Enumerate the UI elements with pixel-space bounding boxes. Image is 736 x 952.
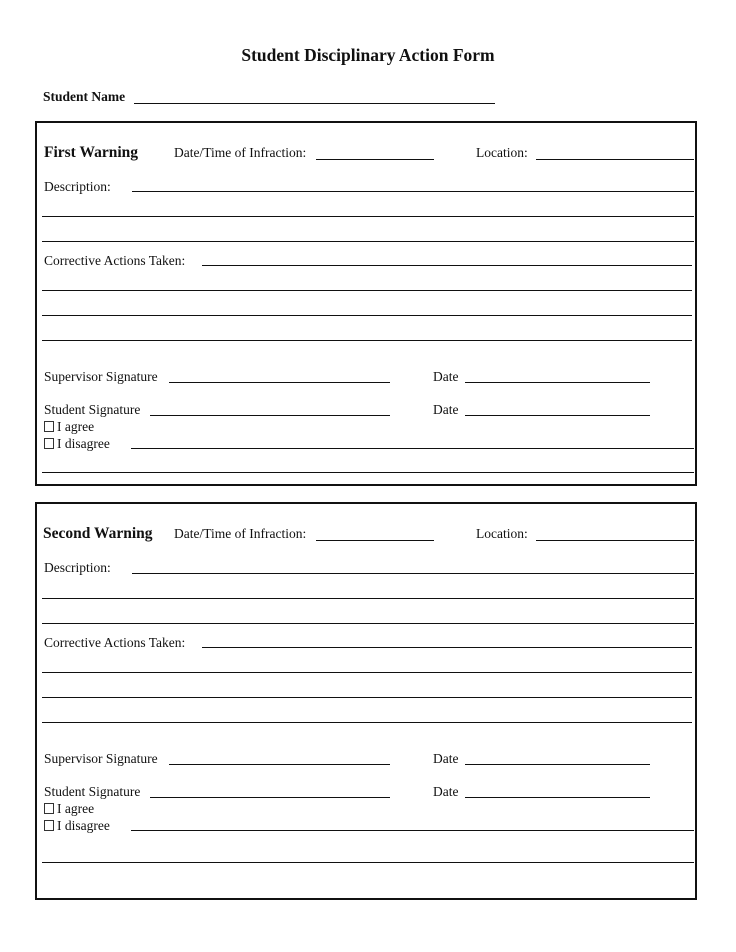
agree-label: I agree (57, 419, 95, 434)
student-signature-field[interactable] (150, 797, 390, 798)
disagree-option[interactable] (44, 818, 110, 834)
corrective-line-4[interactable] (42, 722, 692, 723)
checkbox-icon[interactable] (44, 421, 54, 432)
student-signature-field[interactable] (150, 415, 390, 416)
supervisor-signature-label: Supervisor Signature (44, 751, 158, 766)
student-date-field[interactable] (465, 415, 650, 416)
first-warning-section (35, 121, 697, 486)
datetime-field[interactable] (316, 540, 434, 541)
comment-line-2[interactable] (42, 472, 694, 473)
student-date-field[interactable] (465, 797, 650, 798)
description-label: Description: (44, 560, 111, 575)
location-label: Location: (476, 526, 528, 541)
corrective-line-1[interactable] (202, 265, 692, 266)
section-heading: Second Warning (43, 525, 153, 542)
location-field[interactable] (536, 159, 694, 160)
corrective-line-3[interactable] (42, 315, 692, 316)
checkbox-icon[interactable] (44, 438, 54, 449)
comment-line-1[interactable] (131, 448, 694, 449)
checkbox-icon[interactable] (44, 803, 54, 814)
description-line-3[interactable] (42, 623, 694, 624)
date-label: Date (433, 751, 459, 766)
disagree-label: I disagree (57, 818, 110, 833)
corrective-line-1[interactable] (202, 647, 692, 648)
datetime-field[interactable] (316, 159, 434, 160)
section-heading: First Warning (44, 144, 139, 161)
student-signature-label: Student Signature (44, 402, 141, 417)
agree-label: I agree (57, 801, 95, 816)
supervisor-signature-field[interactable] (169, 764, 390, 765)
corrective-line-2[interactable] (42, 290, 692, 291)
second-warning-section (35, 502, 697, 900)
supervisor-date-field[interactable] (465, 764, 650, 765)
page-title: Student Disciplinary Action Form (241, 45, 495, 65)
date-label: Date (433, 784, 459, 799)
corrective-line-2[interactable] (42, 672, 692, 673)
description-label: Description: (44, 179, 111, 194)
corrective-line-4[interactable] (42, 340, 692, 341)
agree-option[interactable] (44, 801, 94, 817)
checkbox-icon[interactable] (44, 820, 54, 831)
supervisor-signature-field[interactable] (169, 382, 390, 383)
description-line-1[interactable] (132, 191, 694, 192)
corrective-actions-label: Corrective Actions Taken: (44, 635, 186, 650)
description-line-1[interactable] (132, 573, 694, 574)
student-name-label: Student Name (43, 89, 126, 104)
corrective-line-3[interactable] (42, 697, 692, 698)
disagree-option[interactable] (44, 436, 110, 452)
student-signature-label: Student Signature (44, 784, 141, 799)
datetime-label: Date/Time of Infraction: (174, 145, 307, 160)
comment-line-1[interactable] (131, 830, 694, 831)
supervisor-date-field[interactable] (465, 382, 650, 383)
date-label: Date (433, 369, 459, 384)
description-line-3[interactable] (42, 241, 694, 242)
disagree-label: I disagree (57, 436, 110, 451)
comment-line-2[interactable] (42, 862, 694, 863)
location-label: Location: (476, 145, 528, 160)
corrective-actions-label: Corrective Actions Taken: (44, 253, 186, 268)
date-label: Date (433, 402, 459, 417)
description-line-2[interactable] (42, 598, 694, 599)
location-field[interactable] (536, 540, 694, 541)
agree-option[interactable] (44, 419, 94, 435)
datetime-label: Date/Time of Infraction: (174, 526, 307, 541)
supervisor-signature-label: Supervisor Signature (44, 369, 158, 384)
description-line-2[interactable] (42, 216, 694, 217)
student-name-field[interactable] (134, 103, 495, 104)
